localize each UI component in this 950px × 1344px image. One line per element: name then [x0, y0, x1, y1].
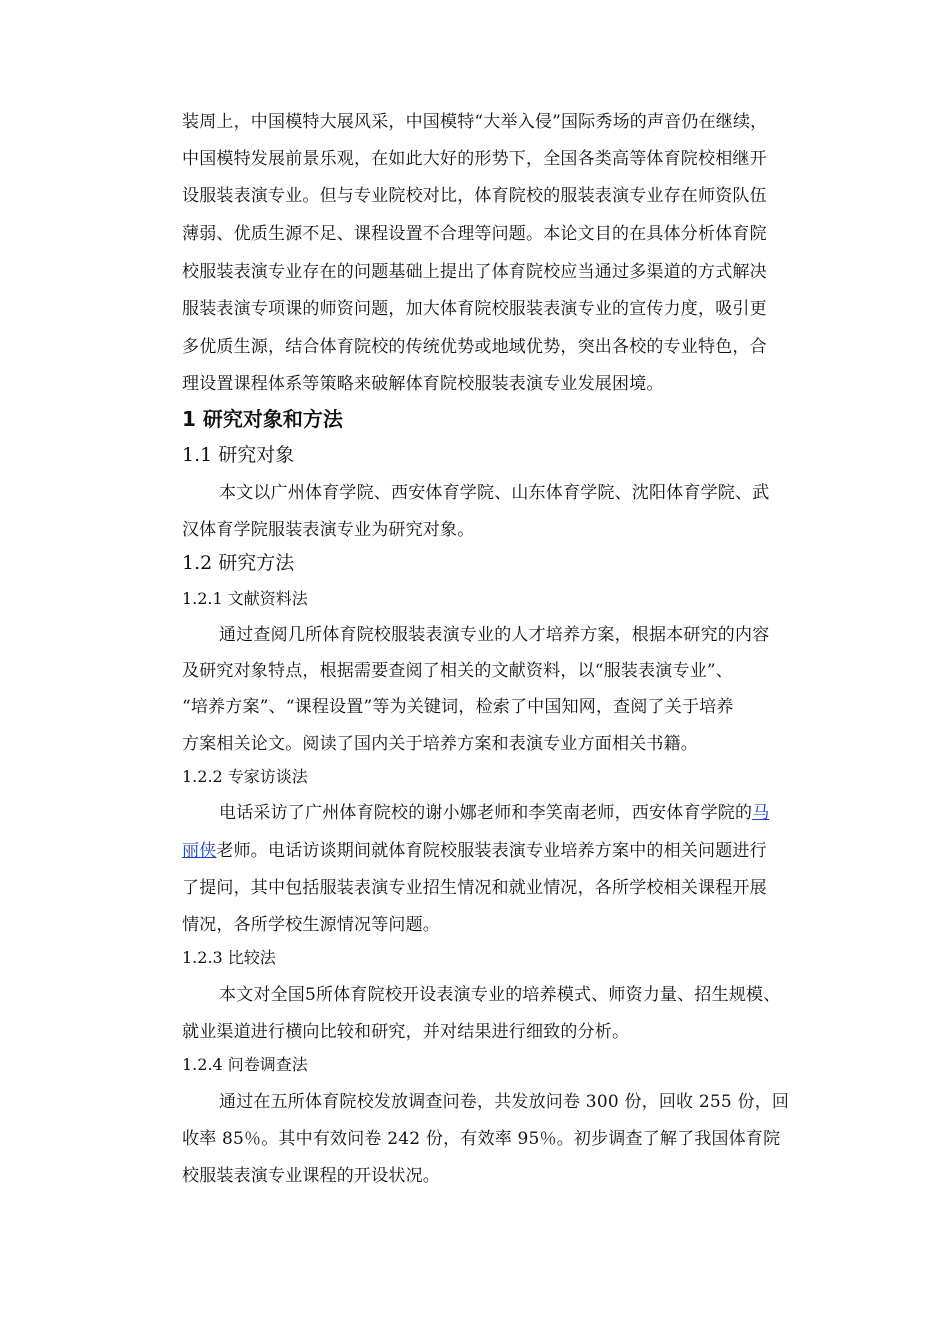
paragraph-line: 校服装表演专业课程的开设状况。 — [182, 1166, 440, 1186]
paragraph-line: 中国模特发展前景乐观，在如此大好的形势下，全国各类高等体育院校相继开 — [182, 149, 767, 169]
paragraph-line: 通过查阅几所体育院校服装表演专业的人才培养方案，根据本研究的内容 — [219, 625, 770, 645]
subsection-heading: 1.2 研究方法 — [182, 552, 295, 574]
text-run: 电话采访了广州体育院校的谢小娜老师和李笑南老师，西安体育学院的 — [219, 803, 753, 823]
paragraph-line: “培养方案”、“课程设置”等为关键词，检索了中国知网，查阅了关于培养 — [182, 697, 734, 717]
paragraph-line: 本文对全国5所体育院校开设表演专业的培养模式、师资力量、招生规模、 — [219, 985, 781, 1005]
paragraph-line: 通过在五所体育院校发放调查问卷，共发放问卷 300 份，回收 255 份，回 — [219, 1092, 790, 1112]
paragraph-line: 本文以广州体育学院、西安体育学院、山东体育学院、沈阳体育学院、武 — [219, 483, 770, 503]
paragraph-line: 设服装表演专业。但与专业院校对比，体育院校的服装表演专业存在师资队伍 — [182, 186, 767, 206]
method-heading: 1.2.1 文献资料法 — [182, 589, 308, 608]
paragraph-line: 校服装表演专业存在的问题基础上提出了体育院校应当通过多渠道的方式解决 — [182, 262, 767, 282]
method-heading: 1.2.4 问卷调查法 — [182, 1055, 308, 1074]
subsection-heading: 1.1 研究对象 — [182, 444, 295, 466]
paragraph-line: 情况，各所学校生源情况等问题。 — [182, 915, 440, 935]
paragraph-line: 服装表演专项课的师资问题，加大体育院校服装表演专业的宣传力度，吸引更 — [182, 299, 767, 319]
paragraph-line — [219, 802, 842, 824]
paragraph-line: 收率 85％。其中有效问卷 242 份，有效率 95％。初步调查了解了我国体育院 — [182, 1129, 781, 1149]
paragraph-line: 就业渠道进行横向比较和研究，并对结果进行细致的分析。 — [182, 1022, 630, 1042]
method-heading: 1.2.2 专家访谈法 — [182, 767, 308, 786]
method-heading: 1.2.3 比较法 — [182, 948, 276, 967]
paragraph-line: 及研究对象特点，根据需要查阅了相关的文献资料，以“服装表演专业”、 — [182, 661, 733, 681]
paragraph-line: 汉体育学院服装表演专业为研究对象。 — [182, 520, 475, 540]
paragraph-line: 装周上，中国模特大展风采，中国模特“大举入侵”国际秀场的声音仍在继续， — [182, 112, 768, 132]
person-link[interactable]: 丽侠 — [182, 841, 217, 861]
paragraph-line: 方案相关论文。阅读了国内关于培养方案和表演专业方面相关书籍。 — [182, 734, 698, 754]
paragraph-line: 多优质生源，结合体育院校的传统优势或地域优势，突出各校的专业特色，合 — [182, 337, 767, 357]
paragraph-line: 理设置课程体系等策略来破解体育院校服装表演专业发展困境。 — [182, 374, 664, 394]
paragraph-line: 了提问，其中包括服装表演专业招生情况和就业情况，各所学校相关课程开展 — [182, 878, 767, 898]
paragraph-line — [182, 840, 842, 862]
paragraph-line: 薄弱、优质生源不足、课程设置不合理等问题。本论文目的在具体分析体育院 — [182, 224, 767, 244]
section-heading: 1 研究对象和方法 — [182, 407, 343, 431]
person-link[interactable]: 马 — [752, 803, 770, 823]
text-run: 老师。电话访谈期间就体育院校服装表演专业培养方案中的相关问题进行 — [216, 841, 767, 861]
